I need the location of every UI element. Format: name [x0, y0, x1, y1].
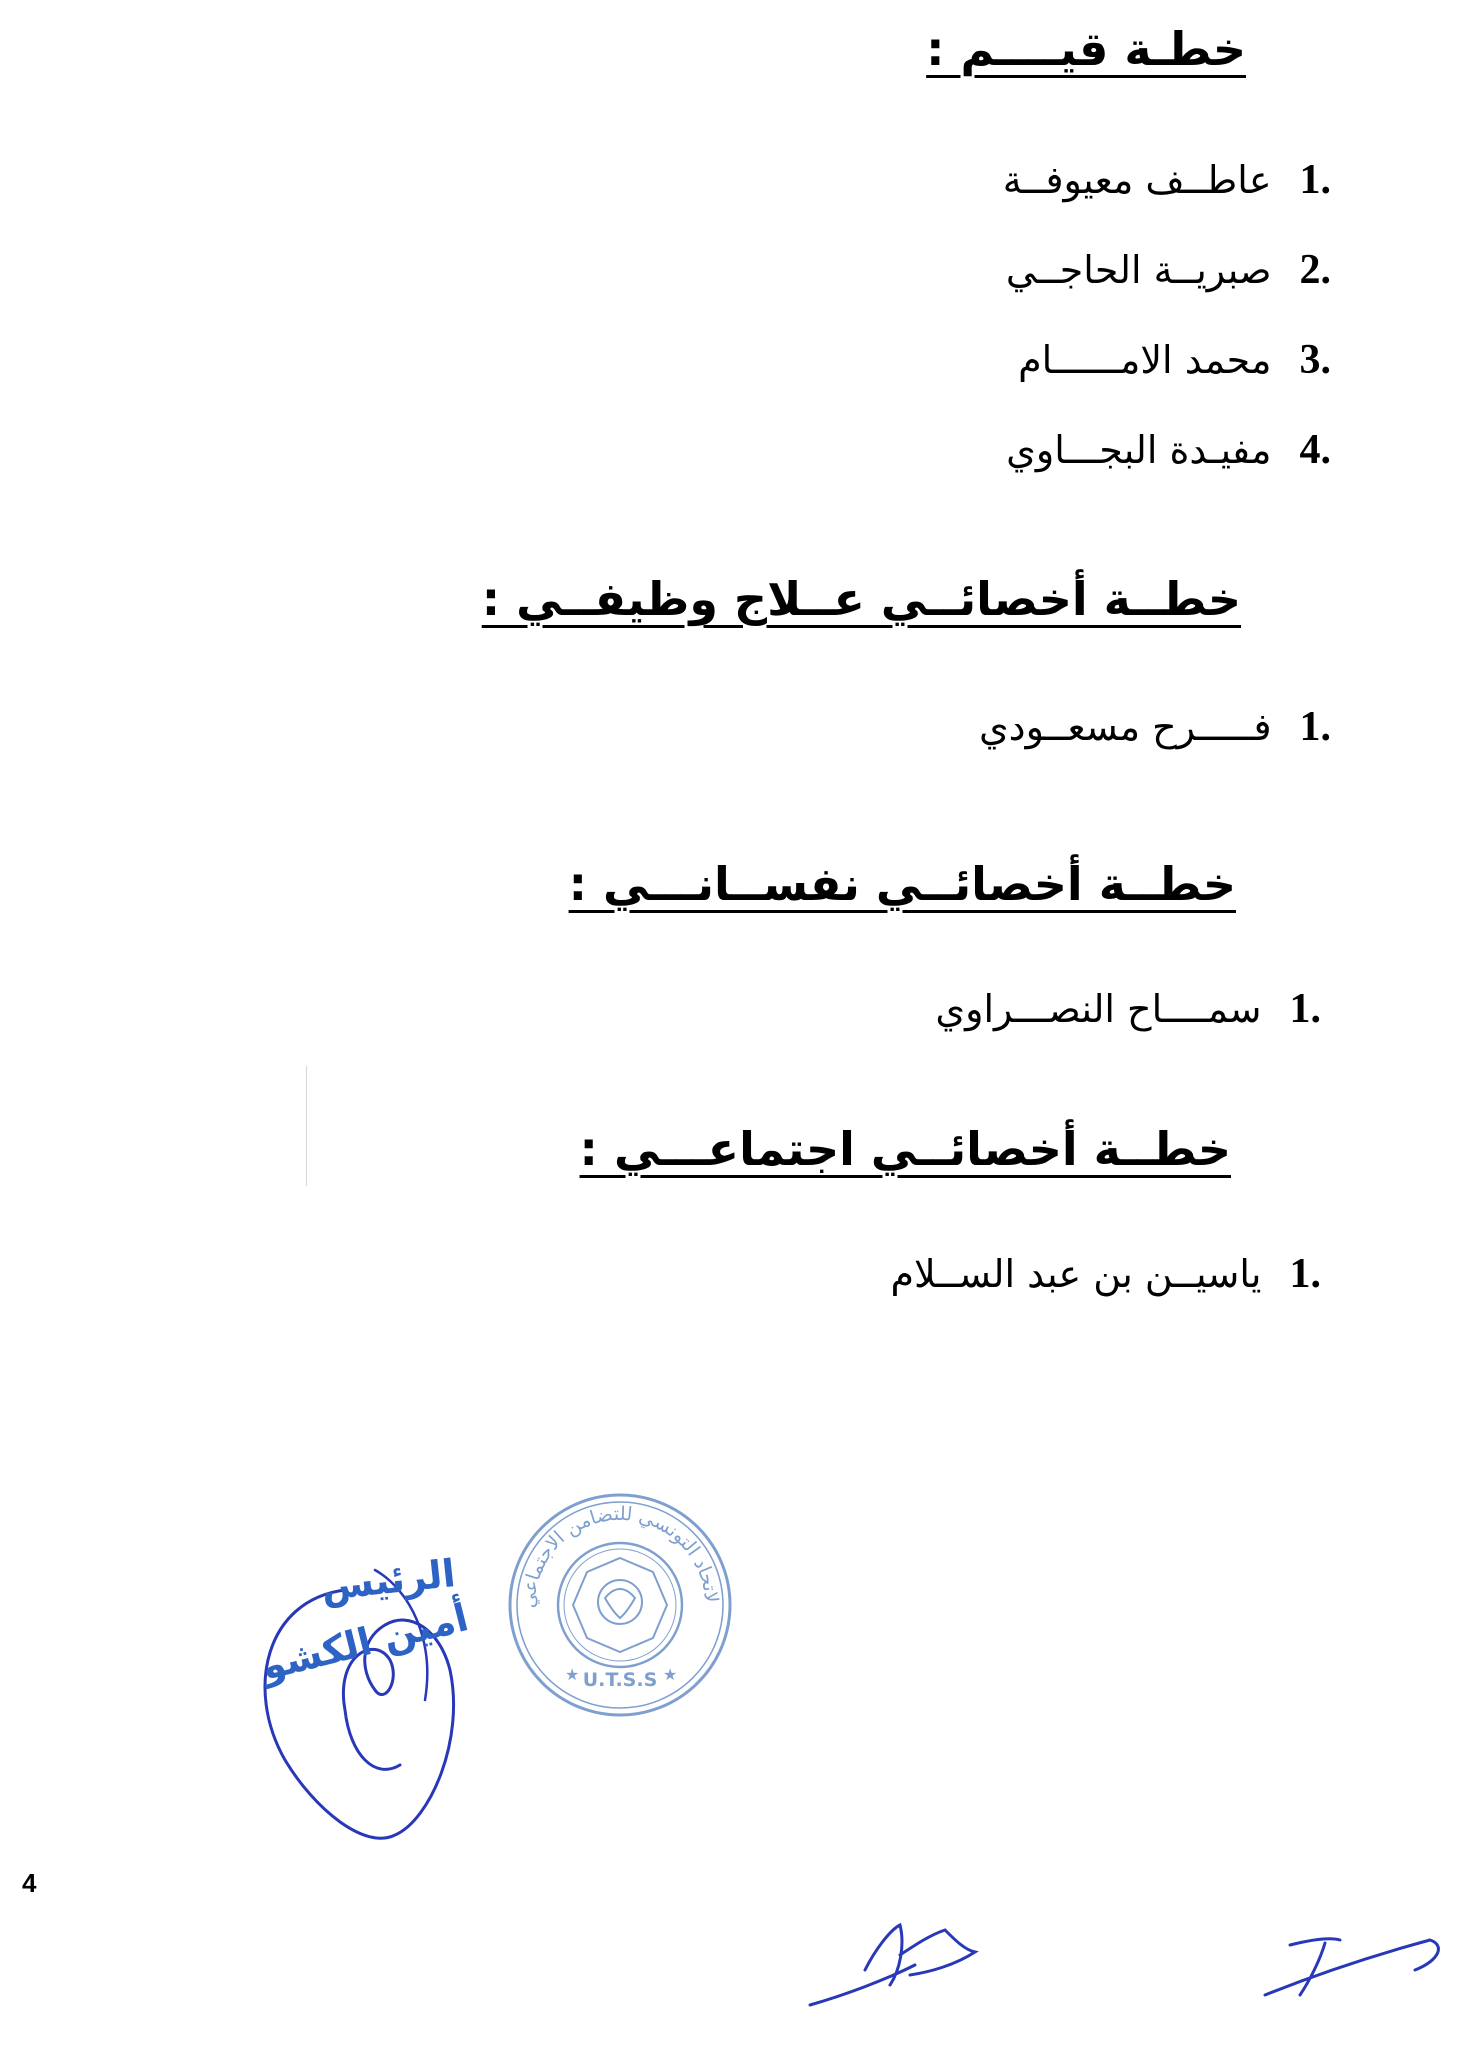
item-name: عاطــف معيوفــة [1002, 158, 1272, 202]
official-stamp [505, 1490, 735, 1720]
item-name: فـــــرح مسعــودي [978, 705, 1272, 749]
section-heading-values: خطـة قيــــم : [926, 22, 1246, 76]
item-name: سمــــاح النصـــراوي [935, 987, 1262, 1031]
initials-signature-2 [1255, 1915, 1455, 2009]
list-item [1006, 426, 1331, 474]
section-heading-psychologist: خطــة أخصائــي نفســانـــي : [568, 857, 1236, 911]
item-number: .1 [1289, 986, 1321, 1032]
list-item [1003, 156, 1331, 204]
stamp-abbreviation: U.T.S.S [582, 1669, 658, 1691]
section-heading-social-worker: خطــة أخصائــي اجتماعـــي : [579, 1122, 1231, 1176]
section-heading-occupational-therapist: خطــة أخصائــي عــلاج وظيفــي : [481, 572, 1241, 626]
list-item [935, 985, 1321, 1033]
item-number: .4 [1299, 427, 1331, 473]
list-item [891, 1250, 1321, 1298]
item-name: مفيـدة البجـــاوي [1006, 428, 1272, 472]
star-icon: ★ [663, 1665, 678, 1684]
star-icon: ★ [565, 1665, 580, 1684]
scan-artifact-line [306, 1066, 307, 1186]
page-number: 4 [22, 1868, 37, 1898]
stamp-outer-text: لاتحاد التونسي للتضامن الاجتماعي [517, 1502, 723, 1609]
signatory-name: أمين الكشو [256, 1595, 473, 1689]
item-number: .1 [1299, 704, 1331, 750]
list-item [979, 703, 1331, 751]
item-number: .1 [1289, 1251, 1321, 1297]
item-number: .2 [1299, 247, 1331, 293]
initials-signature-1 [805, 1910, 985, 2014]
list-item [1006, 246, 1331, 294]
president-signature-block [225, 1530, 475, 1870]
item-name: ياسيــن بن عبد الســلام [890, 1252, 1262, 1296]
signatory-title: الرئيس [318, 1551, 457, 1609]
item-name: محمد الامــــــام [1018, 338, 1272, 382]
item-name: صبريــة الحاجــي [1005, 248, 1272, 292]
item-number: .1 [1299, 157, 1331, 203]
list-item [1018, 336, 1331, 384]
item-number: .3 [1299, 337, 1331, 383]
